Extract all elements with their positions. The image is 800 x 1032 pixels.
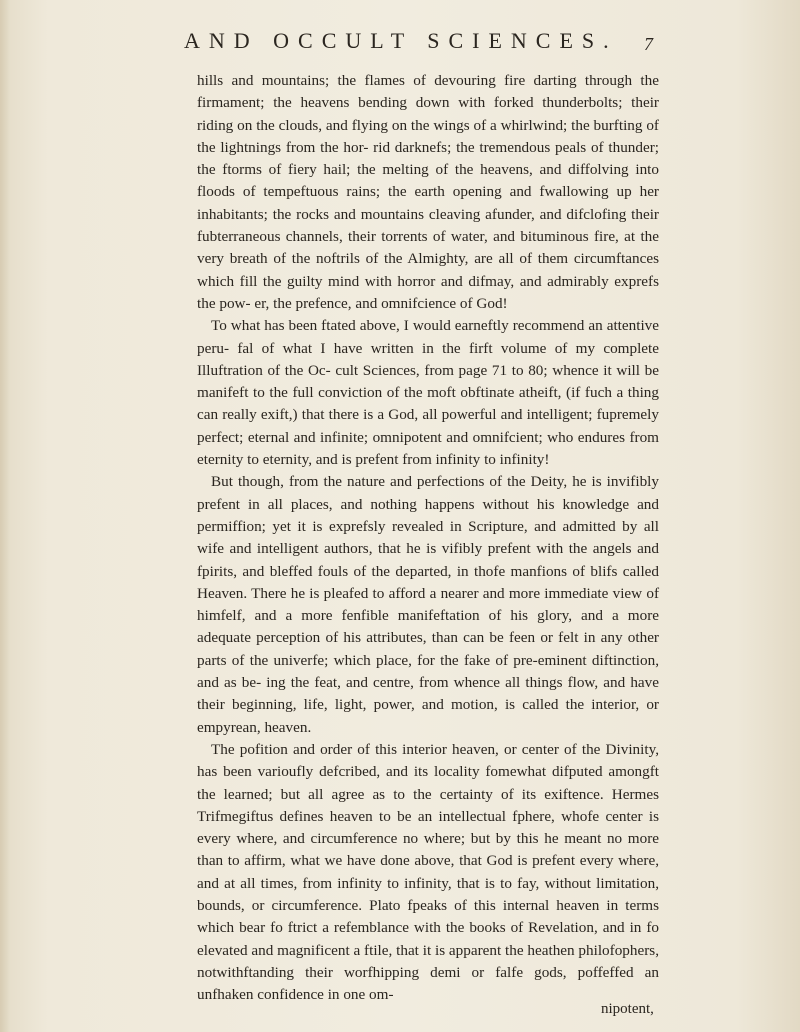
page-edge-shadow (0, 0, 10, 1032)
page-number: 7 (644, 34, 653, 54)
paragraph: hills and mountains; the flames of devouring fire darting through the firmament; the heavens bending down with forked thunderbolts; their riding on the clouds, and flying on the wings of a whirlwind; the burfting of the lightnings from the hor- rid darknefs; the tremendous peals of thunder; the ftorms of fiery hail; the melting of the heavens, and diffolving into floods of tempeftuous rains; the earth opening and fwallowing up her inhabitants; the rocks and mountains cleaving afunder, and difclofing their fubterraneous channels, their torrents of water, and bituminous fire, at the very breath of the noftrils of the Almighty, are all of them circumftances which fill the guilty mind with horror and difmay, and admirably exprefs the pow- er, the prefence, and omnifcience of God! (197, 72, 659, 312)
paragraph: But though, from the nature and perfections of the Deity, he is invifibly prefent in all places, and nothing happens without his knowledge and permiffion; yet it is exprefsly revealed in Scripture, and admitted by all wife and intelligent authors, that he is vifibly prefent with the angels and fpirits, and bleffed fouls of the departed, in thofe manfions of blifs called Heaven. There he is pleafed to afford a nearer and more immediate view of himfelf, and a more fenfible manifeftation of his glory, and a more adequate perception of his attributes, than can be feen or felt in any other parts of the univerfe; which place, for the fake of pre-eminent diftinction, and as be- ing the feat, and centre, from whence all things flow, and have their beginning, life, light, power, and motion, is called the interior, or empyrean, heaven. (197, 473, 659, 736)
running-title: AND OCCULT SCIENCES. (184, 28, 618, 53)
paragraph: To what has been ftated above, I would earneftly recommend an attentive peru- fal of what I have written in the firft volume of my complete Illuftration of the Oc- cult Sciences, from page 71 to 80; whence it will be manifeft to the full conviction of the moft obftinate atheift, (if fuch a thing can really exift,) that there is a God, all powerful and intelligent; fupremely perfect; eternal and infinite; omnipotent and omnifcient; who endures from eternity to eternity, and is prefent from infinity to infinity! (197, 317, 659, 469)
body-text (197, 70, 659, 1006)
paragraph: The pofition and order of this interior heaven, or center of the Divinity, has been varioufly defcribed, and its locality fomewhat difputed amongft the learned; but all agree as to the certainty of its exiftence. Hermes Trifmegiftus defines heaven to be an intellectual fphere, whofe center is every where, and circumference no where; but by this he meant no more than to affirm, what we have done above, that God is prefent every where, and at all times, from infinity to infinity, that is to fay, without limitation, bounds, or circumference. Plato fpeaks of this internal heaven in terms which bear fo ftrict a refemblance with the books of Revelation, and in fo elevated and magnificent a ftile, that it is apparent the heathen philofophers, notwithftanding their worfhipping demi or falfe gods, poffeffed an unfhaken confidence in one om- (197, 740, 659, 1004)
catchword: nipotent, (601, 1001, 654, 1017)
